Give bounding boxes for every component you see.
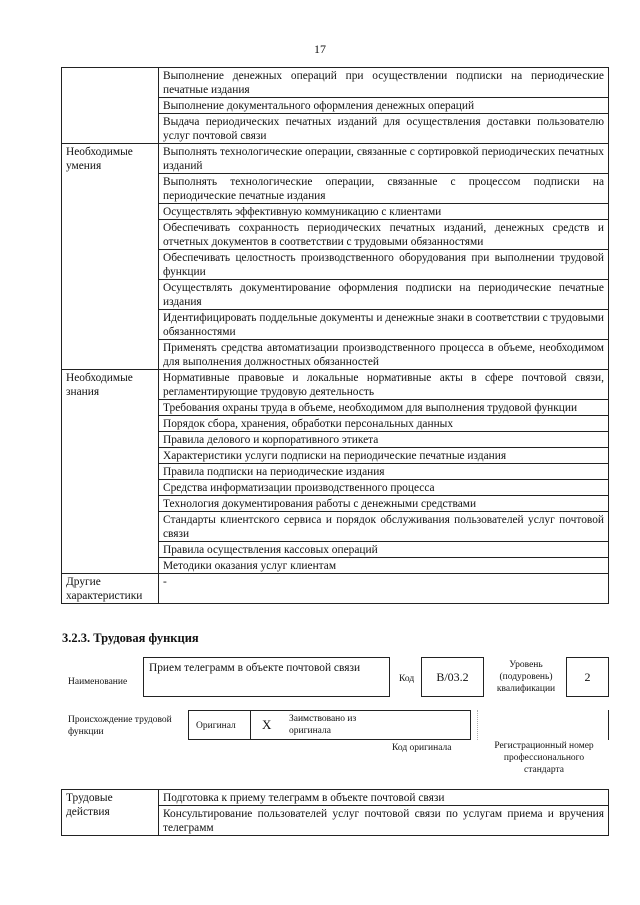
row-item: Нормативные правовые и локальные нормативные акты в сфере почтовой связи, регламентирующие трудовую деятельность bbox=[159, 370, 609, 400]
row-label: Необходимые умения bbox=[62, 144, 159, 370]
level-label: Уровень (подуровень) квалификации bbox=[496, 660, 556, 694]
function-name-value: Прием телеграмм в объекте почтовой связи bbox=[149, 662, 361, 674]
borrowed-label: Заимствовано из оригинала bbox=[289, 714, 357, 736]
code-original-caption: Код оригинала bbox=[392, 743, 452, 753]
cell-divider bbox=[477, 710, 478, 740]
row-item: Выполнение денежных операций при осуществлении подписки на периодические печатные издания bbox=[159, 68, 609, 98]
table-row bbox=[62, 68, 609, 98]
reg-number-caption: Регистрационный номер профессионального стандарта bbox=[494, 741, 594, 775]
origin-label: Происхождение трудовой функции bbox=[68, 715, 172, 737]
row-item: Стандарты клиентского сервиса и порядок обслуживания пользователей услуг почтовой связи bbox=[159, 512, 609, 542]
row-item: Выполнение документального оформления денежных операций bbox=[159, 98, 609, 114]
code-value: В/03.2 bbox=[436, 670, 469, 684]
original-label: Оригинал bbox=[196, 721, 236, 731]
actions-table bbox=[61, 789, 609, 836]
row-item: Требования охраны труда в объеме, необходимом для выполнения трудовой функции bbox=[159, 400, 609, 416]
row-item: Обеспечивать сохранность периодических печатных изданий, денежных средств и отчетных документов в соответствии с трудовыми обязанностями bbox=[159, 220, 609, 250]
original-code-cell bbox=[378, 710, 609, 740]
row-label: Необходимые знания bbox=[62, 370, 159, 574]
row-item: Правила подписки на периодические издания bbox=[159, 464, 609, 480]
row-item: Технология документирования работы с денежными средствами bbox=[159, 496, 609, 512]
row-item: Порядок сбора, хранения, обработки персональных данных bbox=[159, 416, 609, 432]
row-item: Обеспечивать целостность производственного оборудования при выполнении трудовой функции bbox=[159, 250, 609, 280]
page-number: 17 bbox=[314, 42, 326, 56]
row-label: Другие характеристики bbox=[62, 574, 159, 604]
row-item: Осуществлять документирование оформления подписки на периодические печатные издания bbox=[159, 280, 609, 310]
row-label: Трудовые действия bbox=[62, 790, 159, 836]
row-item: Характеристики услуги подписки на периодические печатные издания bbox=[159, 448, 609, 464]
level-value: 2 bbox=[584, 670, 591, 684]
row-item: - bbox=[159, 574, 609, 604]
code-box bbox=[421, 657, 484, 697]
code-label: Код bbox=[399, 674, 415, 684]
level-box bbox=[566, 657, 609, 697]
row-item: Средства информатизации производственного процесса bbox=[159, 480, 609, 496]
row-item: Методики оказания услуг клиентам bbox=[159, 558, 609, 574]
table-row bbox=[62, 144, 609, 174]
row-item: Применять средства автоматизации производственного процесса в объеме, необходимом для выполнения должностных обязанностей bbox=[159, 340, 609, 370]
row-item: Выполнять технологические операции, связанные с сортировкой периодических печатных изданий bbox=[159, 144, 609, 174]
row-item: Подготовка к приему телеграмм в объекте почтовой связи bbox=[159, 790, 609, 806]
origin-grid bbox=[188, 710, 609, 740]
original-mark: X bbox=[262, 717, 272, 732]
row-label bbox=[62, 68, 159, 144]
table-row bbox=[62, 574, 609, 604]
table-row bbox=[62, 790, 609, 806]
row-item: Правила осуществления кассовых операций bbox=[159, 542, 609, 558]
section-heading: 3.2.3. Трудовая функция bbox=[62, 631, 199, 645]
table-row bbox=[62, 370, 609, 400]
row-item: Консультирование пользователей услуг почтовой связи по услугам приема и вручения телеграмм bbox=[159, 806, 609, 836]
competency-table-body bbox=[62, 68, 609, 604]
row-item: Правила делового и корпоративного этикета bbox=[159, 432, 609, 448]
row-item: Выдача периодических печатных изданий для осуществления доставки пользователю услуг почтовой связи bbox=[159, 114, 609, 144]
function-name-box bbox=[143, 657, 390, 697]
row-item: Выполнять технологические операции, связанные с процессом подписки на периодические печатные издания bbox=[159, 174, 609, 204]
actions-table-body bbox=[62, 790, 609, 836]
row-item: Идентифицировать поддельные документы и денежные знаки в соответствии с трудовыми обязанностями bbox=[159, 310, 609, 340]
row-item: Осуществлять эффективную коммуникацию с клиентами bbox=[159, 204, 609, 220]
name-label: Наименование bbox=[68, 677, 128, 687]
competency-table bbox=[61, 67, 609, 604]
